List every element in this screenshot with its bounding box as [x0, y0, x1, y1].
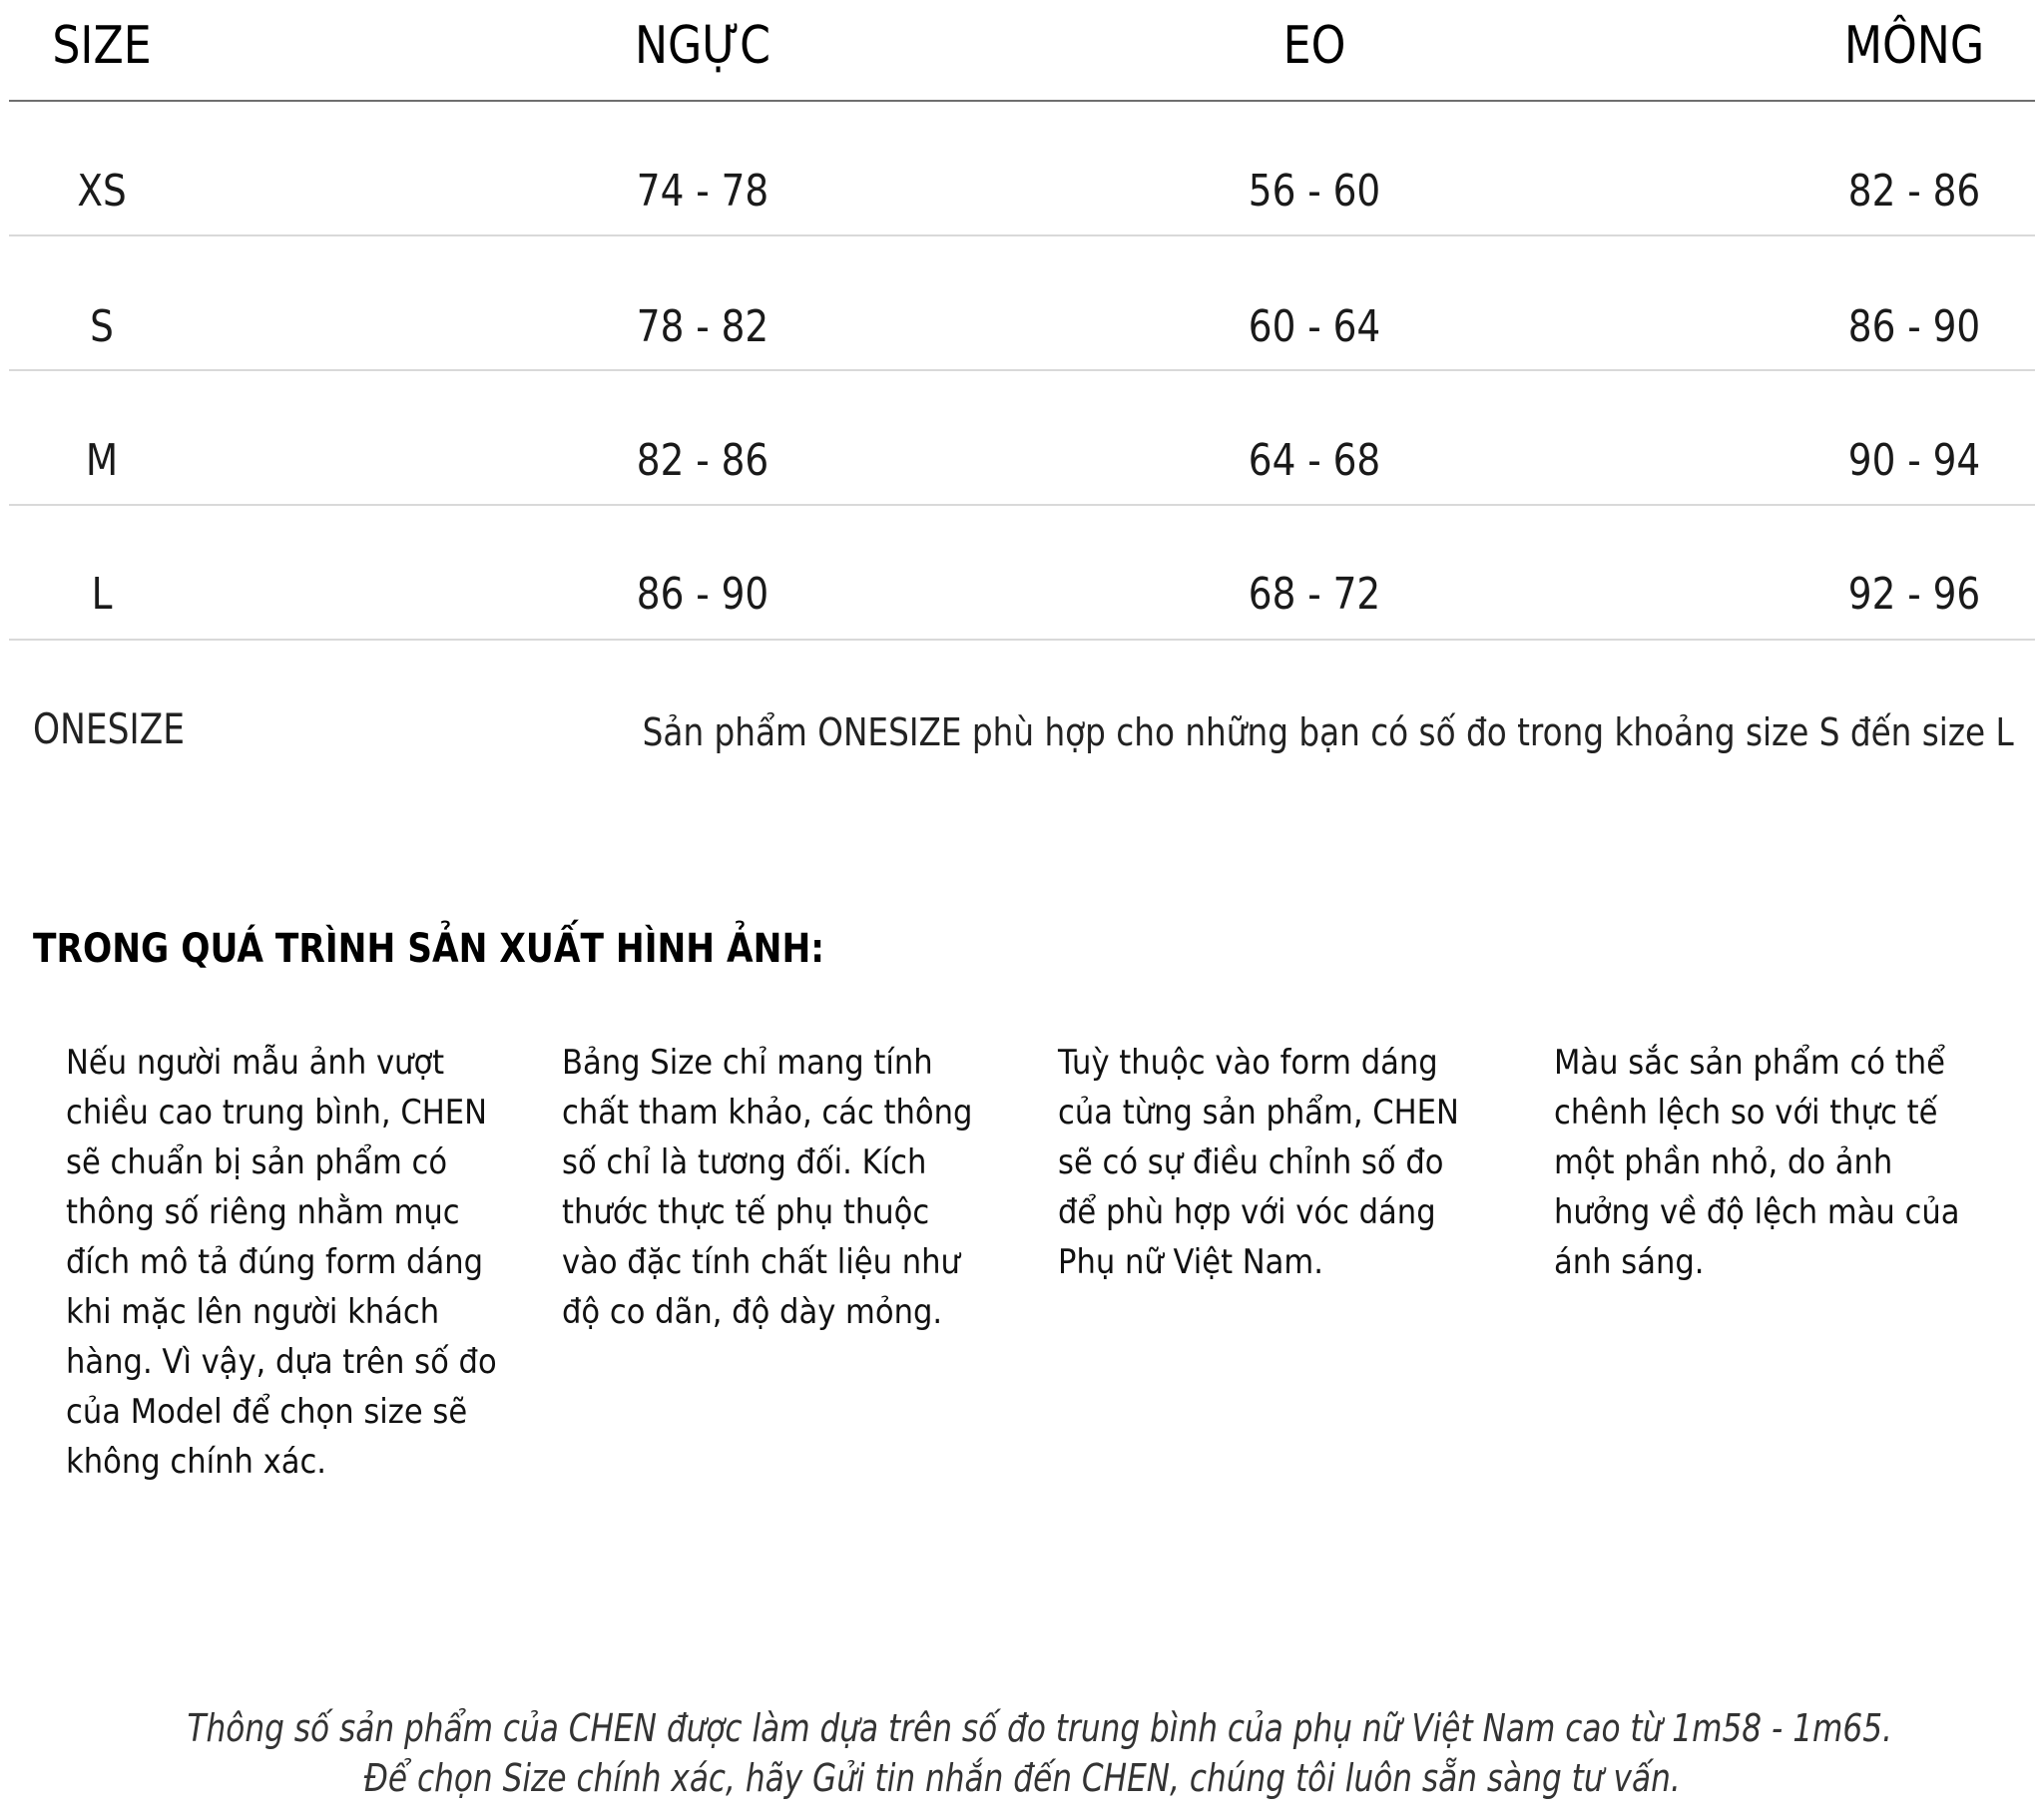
note-column-1: Nếu người mẫu ảnh vượt chiều cao trung bình, CHEN sẽ chuẩn bị sản phẩm có thông số riêng nhằm mục đích mô tả đúng form dáng khi mặc lên người khách hàng. Vì vậy, dựa trên số đo của Model để chọn size sẽ không chính xác. — [66, 1043, 497, 1482]
cell-size: S — [90, 301, 114, 352]
header-mong: MÔNG — [1843, 16, 1985, 76]
section-heading: TRONG QUÁ TRÌNH SẢN XUẤT HÌNH ẢNH: — [33, 926, 825, 972]
onesize-label: ONESIZE — [33, 704, 186, 753]
header-size: SIZE — [52, 16, 152, 76]
cell-eo: 64 - 68 — [1248, 435, 1381, 486]
cell-nguc: 86 - 90 — [636, 569, 769, 620]
cell-nguc: 78 - 82 — [636, 301, 769, 352]
cell-size: M — [85, 435, 119, 486]
note-column-4: Màu sắc sản phẩm có thể chênh lệch so với thực tế một phần nhỏ, do ảnh hưởng về độ lệch màu của ánh sáng. — [1554, 1043, 1960, 1282]
cell-nguc: 74 - 78 — [636, 166, 769, 217]
cell-mong: 90 - 94 — [1847, 435, 1981, 486]
cell-mong: 82 - 86 — [1847, 166, 1981, 217]
cell-eo: 56 - 60 — [1248, 166, 1381, 217]
cell-nguc: 82 - 86 — [636, 435, 769, 486]
onesize-description: Sản phẩm ONESIZE phù hợp cho những bạn có số đo trong khoảng size S đến size L — [642, 710, 2014, 754]
header-nguc: NGỰC — [634, 16, 771, 76]
footer-line-2: Để chọn Size chính xác, hãy Gửi tin nhắn đến CHEN, chúng tôi luôn sẵn sàng tư vấn. — [363, 1756, 1681, 1800]
cell-size: L — [91, 569, 113, 620]
row-divider — [9, 369, 2035, 371]
header-divider — [9, 100, 2035, 102]
note-column-2: Bảng Size chỉ mang tính chất tham khảo, các thông số chỉ là tương đối. Kích thước thực tế phụ thuộc vào đặc tính chất liệu như độ co dãn, độ dày mỏng. — [562, 1043, 973, 1332]
footer-line-1: Thông số sản phẩm của CHEN được làm dựa trên số đo trung bình của phụ nữ Việt Nam cao từ 1m58 - 1m65. — [187, 1706, 1892, 1750]
cell-eo: 68 - 72 — [1248, 569, 1381, 620]
note-column-3: Tuỳ thuộc vào form dáng của từng sản phẩm, CHEN sẽ có sự điều chỉnh số đo để phù hợp với vóc dáng Phụ nữ Việt Nam. — [1058, 1043, 1459, 1282]
row-divider — [9, 639, 2035, 641]
cell-mong: 86 - 90 — [1847, 301, 1981, 352]
row-divider — [9, 234, 2035, 236]
header-eo: EO — [1282, 16, 1346, 76]
row-divider — [9, 504, 2035, 506]
cell-size: XS — [77, 166, 127, 217]
cell-eo: 60 - 64 — [1248, 301, 1381, 352]
cell-mong: 92 - 96 — [1847, 569, 1981, 620]
